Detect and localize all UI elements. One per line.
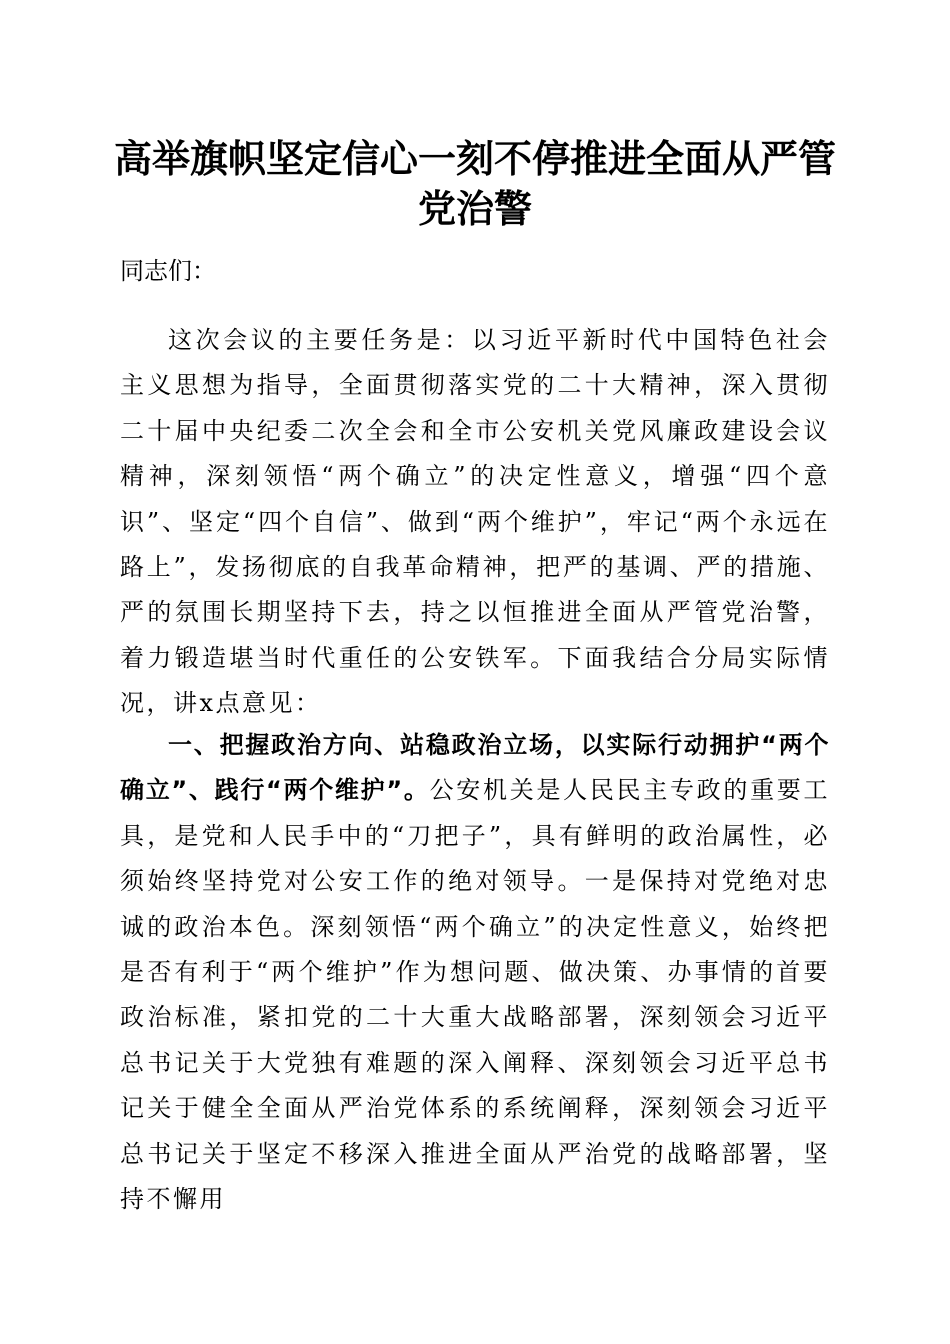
section-1-body: 公安机关是人民民主专政的重要工具，是党和人民手中的“刀把子”，具有鲜明的政治属性，必须始终坚持党对公安工作的绝对领导。一是保持对党绝对忠诚的政治本色。深刻领悟“两个确立”的决定性意义，始终把是否有利于“两个维护”作为想问题、做决策、办事情的首要政治标准，紧扣党的二十大重大战略部署，深刻领会习近平总书记关于大党独有难题的深入阐释、深刻领会习近平总书记关于健全全面从严治党体系的系统阐释，深刻领会习近平总书记关于坚定不移深入推进全面从严治党的战略部署，坚持不懈用: [120, 776, 831, 1214]
salutation: 同志们：: [120, 257, 216, 285]
paragraph-section-1: [120, 723, 830, 1222]
section-1-heading: 一、把握政治方向、站稳政治立场，以实际行动拥护“两个确立”、践行“两个维护”。: [120, 731, 830, 805]
document-title: 高举旗帜坚定信心一刻不停推进全面从严管党治警: [113, 136, 836, 231]
paragraph-intro: 这次会议的主要任务是：以习近平新时代中国特色社会主义思想为指导，全面贯彻落实党的二十大精神，深入贯彻二十届中央纪委二次全会和全市公安机关党风廉政建设会议精神，深刻领悟“两个确立”的决定性意义，增强“四个意识”、坚定“四个自信”、做到“两个维护”，牢记“两个永远在路上”，发扬彻底的自我革命精神，把严的基调、严的措施、严的氛围长期坚持下去，持之以恒推进全面从严管党治警，着力锻造堪当时代重任的公安铁军。下面我结合分局实际情况，讲x点意见：: [120, 326, 830, 718]
